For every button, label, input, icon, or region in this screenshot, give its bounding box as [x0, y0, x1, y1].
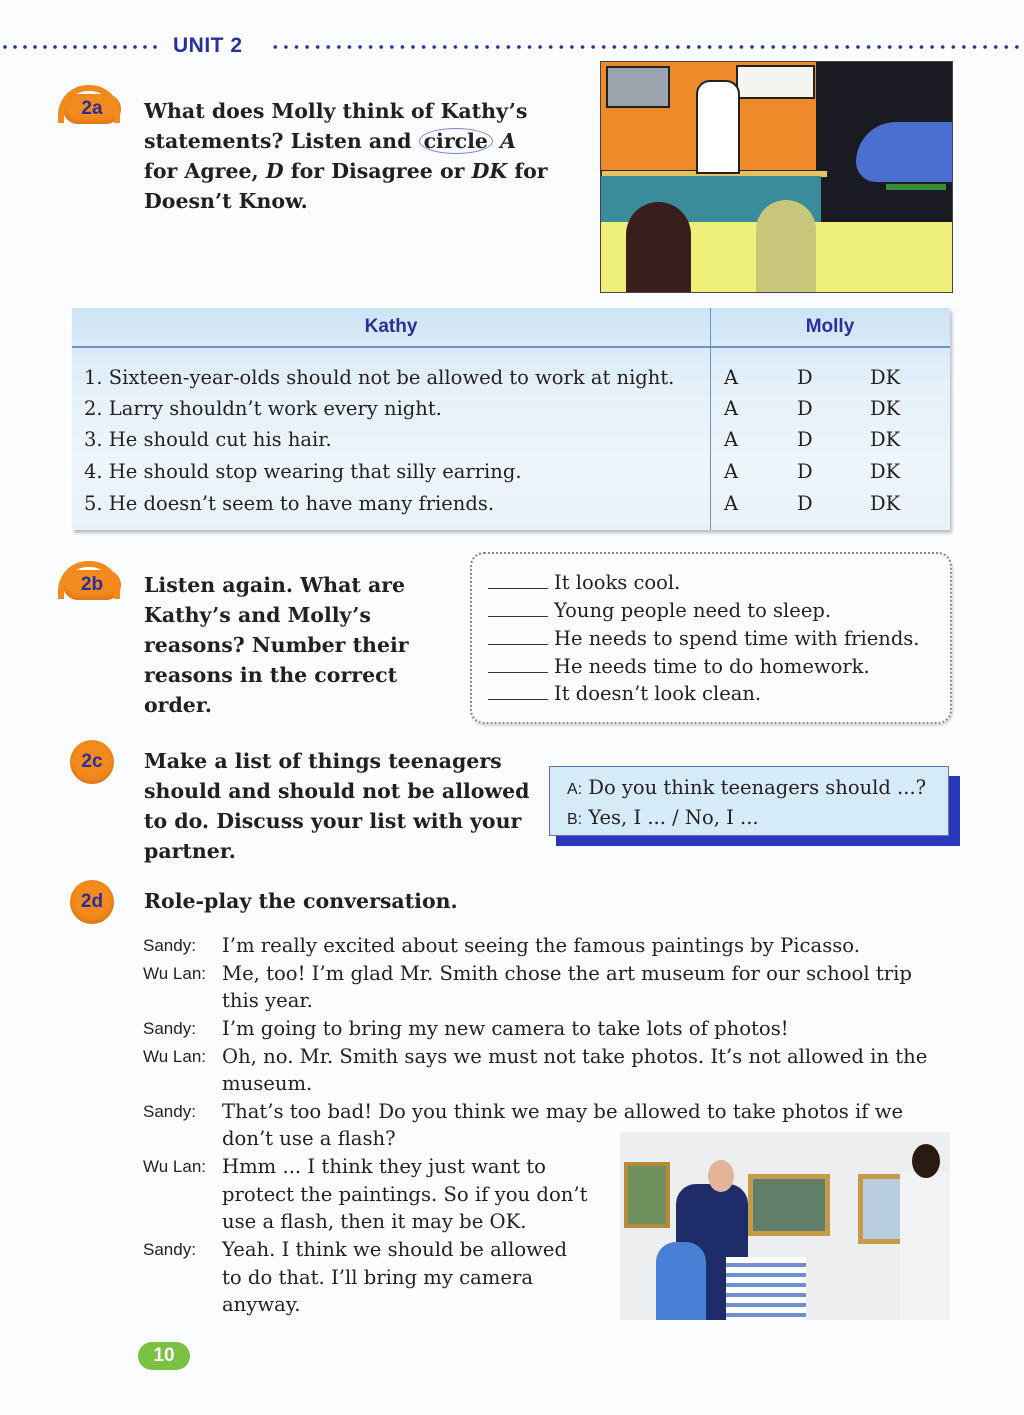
instruction-2a [144, 96, 564, 216]
speaker-label: Sandy: [143, 1240, 196, 1259]
option-agree[interactable]: A [724, 492, 739, 515]
model-conversation-box [549, 766, 949, 836]
badge-label: 2d [80, 891, 104, 912]
dialogue-line: to do that. I’ll bring my camera [222, 1266, 534, 1289]
circle-annotation: circle [419, 128, 493, 154]
option-disagree[interactable]: D [797, 428, 813, 451]
speaker-label: Wu Lan: [143, 964, 207, 983]
dialogue-line: museum. [222, 1072, 313, 1095]
instruction-2c [144, 746, 544, 866]
column-header-molly: Molly [805, 316, 855, 337]
instruction-line: reasons? Number their [144, 633, 409, 657]
dialogue-line: anyway. [222, 1293, 301, 1316]
instruction-line: Doesn’t Know. [144, 189, 308, 213]
table-row: 4. He should stop wearing that silly earring. [84, 460, 522, 483]
dialogue-line: don’t use a flash? [222, 1127, 396, 1150]
unit-label: UNIT 2 [173, 34, 243, 57]
museum-visit-photo [620, 1132, 950, 1320]
table-row: 1. Sixteen-year-olds should not be allowed to work at night. [84, 366, 675, 389]
table-row: 2. Larry shouldn’t work every night. [84, 397, 442, 420]
number-blank[interactable] [488, 598, 548, 617]
speaker-label: Wu Lan: [143, 1157, 207, 1176]
option-agree[interactable]: A [724, 366, 739, 389]
instruction-line: Make a list of things teenagers [144, 749, 502, 773]
dialogue-line: Me, too! I’m glad Mr. Smith chose the art museum for our school trip [222, 962, 912, 985]
badge-label: 2a [81, 98, 103, 119]
headphones-badge-2a [63, 94, 121, 124]
reason-item: He needs to spend time with friends. [488, 625, 920, 653]
instruction-line: partner. [144, 839, 236, 863]
badge-2d [70, 880, 114, 924]
dialogue-line: That’s too bad! Do you think we may be allowed to take photos if we [222, 1100, 904, 1123]
number-blank[interactable] [488, 654, 548, 673]
number-blank[interactable] [488, 626, 548, 645]
option-dont-know[interactable]: DK [870, 460, 901, 483]
instruction-line: reasons in the correct [144, 663, 398, 687]
instruction-line: Listen again. What are [144, 573, 406, 597]
reason-item: He needs time to do homework. [488, 653, 870, 681]
number-blank[interactable] [488, 570, 548, 589]
table-row: 5. He doesn’t seem to have many friends. [84, 492, 495, 515]
column-header-kathy: Kathy [364, 316, 418, 337]
option-agree[interactable]: A [724, 397, 739, 420]
number-blank[interactable] [488, 681, 548, 700]
model-line: B: Yes, I ... / No, I ... [567, 806, 759, 829]
cartoon-diner-illustration [600, 61, 953, 293]
instruction-2d: Role-play the conversation. [144, 889, 458, 913]
option-dont-know[interactable]: DK [870, 428, 901, 451]
option-dont-know[interactable]: DK [870, 366, 901, 389]
dialogue-line: this year. [222, 989, 313, 1012]
instruction-line: Kathy’s and Molly’s [144, 603, 371, 627]
page-number: 10 [138, 1342, 190, 1370]
model-line: A: Do you think teenagers should ...? [567, 776, 927, 799]
headphones-badge-2b [63, 570, 121, 600]
header-dotted-rule-right [270, 45, 1024, 49]
option-dont-know[interactable]: DK [870, 397, 901, 420]
option-disagree[interactable]: D [797, 366, 813, 389]
badge-2c [70, 740, 114, 784]
reason-item: Young people need to sleep. [488, 597, 831, 625]
option-disagree[interactable]: D [797, 492, 813, 515]
option-dont-know[interactable]: DK [870, 492, 901, 515]
dialogue-line: Hmm ... I think they just want to [222, 1155, 546, 1178]
speaker-label: Sandy: [143, 1102, 196, 1121]
table-row: 3. He should cut his hair. [84, 428, 332, 451]
column-divider [710, 308, 711, 530]
dialogue-line: I’m really excited about seeing the famous paintings by Picasso. [222, 934, 860, 957]
instruction-2b [144, 570, 444, 720]
dialogue-line: Yeah. I think we should be allowed [222, 1238, 568, 1261]
speaker-label: Sandy: [143, 1019, 196, 1038]
statement-table [72, 308, 950, 530]
option-agree[interactable]: A [724, 428, 739, 451]
instruction-line: What does Molly think of Kathy’s [144, 99, 528, 123]
option-disagree[interactable]: D [797, 460, 813, 483]
header-divider [72, 346, 950, 348]
speaker-label: Sandy: [143, 936, 196, 955]
badge-label: 2c [81, 751, 103, 772]
dialogue-line: Oh, no. Mr. Smith says we must not take photos. It’s not allowed in the [222, 1045, 928, 1068]
dialogue-line: I’m going to bring my new camera to take lots of photos! [222, 1017, 789, 1040]
instruction-line: for Agree, D for Disagree or DK for [144, 159, 548, 183]
reasons-box [470, 552, 952, 724]
instruction-line: should and should not be allowed [144, 779, 530, 803]
option-disagree[interactable]: D [797, 397, 813, 420]
instruction-line: statements? Listen and circle A [144, 129, 516, 153]
instruction-line: order. [144, 693, 212, 717]
dialogue-line: use a flash, then it may be OK. [222, 1210, 527, 1233]
badge-label: 2b [80, 574, 104, 595]
option-agree[interactable]: A [724, 460, 739, 483]
header-dotted-rule-left [0, 45, 158, 49]
instruction-line: to do. Discuss your list with your [144, 809, 522, 833]
dialogue-line: protect the paintings. So if you don’t [222, 1183, 588, 1206]
reason-item: It looks cool. [488, 569, 680, 597]
speaker-label: Wu Lan: [143, 1047, 207, 1066]
reason-item: It doesn’t look clean. [488, 680, 761, 708]
